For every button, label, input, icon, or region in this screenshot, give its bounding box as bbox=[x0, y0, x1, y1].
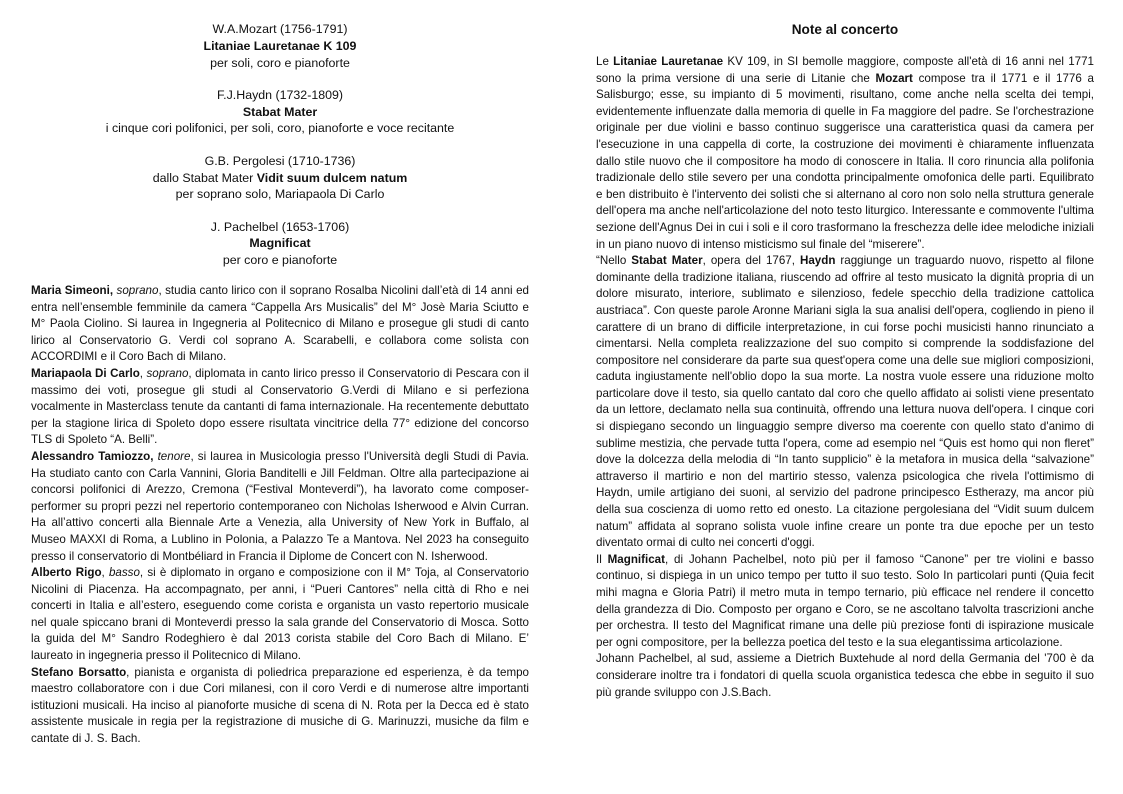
composer: W.A.Mozart (1756-1791) bbox=[212, 22, 348, 36]
performer-bios bbox=[31, 283, 529, 748]
bio-paragraph bbox=[31, 665, 529, 748]
notes-title: Note al concerto bbox=[791, 22, 899, 37]
detail-text: per coro e pianoforte bbox=[222, 253, 338, 268]
work-detail bbox=[31, 120, 529, 137]
performer-role: soprano bbox=[146, 366, 189, 380]
work-name: Magnificat bbox=[607, 552, 665, 566]
notes-paragraph: “Nello Stabat Mater, opera del 1767, Haydn raggiunge un traguardo nuovo, rispetto al filone dominante della tradizione italiana, riuscendo ad offrire al testo musicato la dignità propria di un dolore misurato, interiore, sublimato e silenzioso, fedele specchio della tradizione cattolica austriaca”. Con queste parole Aronne Mariani sigla la sua analisi dell'opera, cogliendo in pieno il carattere di un brano di difficile interpretazione, in cui forse pochi musicisti hanno rinunciato a cimentarsi. Nella completa realizzazione del suo compito si comprende la soddisfazione del compositore nel considerare da parte sua quest'opera come una delle sue migliori composizioni, caduta ingiustamente nell'oblio dopo la sua morte. La nostra vuole essere una riduzione molto particolare dove il testo, sia quello cantato dal coro che quello affidato ai solisti viene presentato da un lettore, declamato nella sua continuità, offrendo una lettura nuova dell'opera. I cinque cori si dispiegano secondo un linguaggio sempre diverso ma coerente con quello stato d'animo di sublime mestizia, che pervade tutta l'opera, come ad esempio nel “Quis est homo qui non fleret” dove la dolcezza della melodia di “In tanto supplicio” è la metafora in musica della “salvazione” attraverso il martirio e non del martirio stesso, valenza psicologica che rivela l'ottimismo di Haydn, umile artigiano dei suoni, al servizio del padrone principesco Estherazy, ma ancor più della sua coscienza di uomo retto ed onesto. La citazione pergolesiana del “Vidit suum dulcem natum” affidata al soprano solista vuole infine creare un ponte tra due epoche per un testo diventato ormai di culto nei concerti d'oggi. bbox=[596, 254, 1094, 550]
performer-name: Mariapaola Di Carlo bbox=[31, 366, 140, 380]
composer-name: Mozart bbox=[875, 71, 913, 85]
bio-text: , studia canto lirico con il soprano Rosalba Nicolini dall’età di 14 anni ed entra nell’ensemble femminile da camera “Cappella Ars Musicalis” del M° Josè Maria Sciutto e M° Paola Ciolino. Si laurea in Ingegneria al Politecnico di Milano e prosegue gli studi di canto lirico al Conservatorio G. Verdi col soprano A. Scarabelli, e collabora come solista con ACCORDIMI e il Coro Bach di Milano. bbox=[31, 284, 529, 364]
composer: G.B. Pergolesi (1710-1736) bbox=[204, 153, 356, 168]
work-title: Litaniae Lauretanae K 109 bbox=[203, 38, 357, 53]
notes-paragraph: Il Magnificat, di Johann Pachelbel, noto più per il famoso “Canone” per tre violini e basso continuo, si dispiega in un unico tempo per tutto il suo testo. Solo In particolari punti (Quia fecit mihi magna e Gloria Patri) il metro muta in tempo ternario, più efficace nel rendere il concetto della grandezza di Dio. Composto per organo e Coro, se ne ascoltano talvolta trascrizioni anche per orchestra. Il testo del Magnificat rimane una delle più preziose fonti di ispirazione musicale per ogni compositore, per la bellezza poetica del testo e la sua elegantissima articolazione. bbox=[596, 552, 1094, 649]
work-name: Stabat Mater bbox=[631, 254, 703, 268]
performer-role: basso bbox=[108, 566, 140, 580]
detail-prefix: dallo Stabat Mater bbox=[152, 170, 257, 185]
program-item bbox=[31, 87, 529, 137]
detail-text: i cinque cori polifonici, per soli, coro, pianoforte e voce recitante bbox=[105, 121, 455, 136]
performer-role: tenore bbox=[157, 449, 191, 463]
notes-paragraph: Johann Pachelbel, al sud, assieme a Dietrich Buxtehude al nord della Germania del '700 è da considerare inoltre tra i fondatori di quella scuola organistica tedesca che ebbe in seguito il suo più grande sviluppo con J.S.Bach. bbox=[596, 652, 1094, 699]
work-detail: per soprano solo, Mariapaola Di Carlo bbox=[175, 187, 385, 202]
work-title-line bbox=[31, 170, 529, 187]
performer-role: soprano bbox=[116, 284, 159, 297]
bio-text: , diplomata in canto lirico presso il Conservatorio di Pescara con il massimo dei voti, prosegue gli studi al Conservatorio G.Verdi di Milano e si perfeziona vocalmente in Masterclass tenute da cantanti di fama internazionale. Ha recentemente debuttato per la stagione lirica di Spoleto dopo essere risultata vincitrice della 77° edizione del concorso TLS di Spoleto “A. Belli”. bbox=[31, 366, 529, 447]
bio-paragraph: Mariapaola Di Carlo, soprano, diplomata in canto lirico presso il Conservatorio di Pescara con il massimo dei voti, prosegue gli studi al Conservatorio G.Verdi di Milano e si perfeziona vocalmente in Masterclass tenute da cantanti di fama internazionale. Ha recentemente debuttato per la stagione lirica di Spoleto dopo essere risultata vincitrice della 77° edizione del concorso TLS di Spoleto “A. Belli”. bbox=[31, 366, 529, 447]
bio-paragraph bbox=[31, 283, 529, 366]
work-title: Stabat Mater bbox=[242, 104, 318, 119]
work-detail bbox=[31, 55, 529, 72]
bio-text: , si è diplomato in organo e composizione con il M° Toja, al Conservatorio Nicolini di Piacenza. Ha accompagnato, per anni, i “Pueri Cantores” nella città di Rho e nei concerti in Italia e all’estero, eseguendo come corista e organista un vasto repertorio musicale nel quale spiccano brani di Monteverdi presso la sala grande del Conservatorio di Mosca. Sotto la guida del M° Sandro Rodeghiero è dal 2013 corista stabile del Coro Bach di Milano. E’ laureato in ingegneria presso il Politecnico di Milano. bbox=[31, 566, 529, 663]
program-item bbox=[31, 219, 529, 269]
performer-name: Alberto Rigo bbox=[31, 566, 102, 580]
performer-name: Maria Simeoni, bbox=[31, 284, 114, 297]
performer-name: Stefano Borsatto bbox=[31, 665, 127, 679]
work-name: Litaniae Lauretanae bbox=[613, 55, 724, 68]
work-detail bbox=[31, 252, 529, 269]
program-item bbox=[31, 21, 529, 71]
performer-name: Alessandro Tamiozzo, bbox=[31, 449, 154, 463]
notes-paragraph: Le Litaniae Lauretanae KV 109, in SI bemolle maggiore, composte all'età di 16 anni nel 1771 sono la prima versione di una serie di Litanie che Mozart compose tra il 1771 e il 1776 a Salisburgo; esse, su impianto di 5 movimenti, risultano, come anche nella scelta dei tempi, evidentemente influenzate dalla memoria di quelle in Fa maggiore del padre. Se l'orchestrazione originale per due violini e basso continuo suggerisce una caratteristica quasi da camera per l'esecuzione in una cappella di corte, la costruzione dei movimenti è chiaramente influenzata dallo stile nuovo che il compositore ha modo di conoscere in Italia. Il coro rinuncia alla polifonia tradizionale dello stile severo per una condotta principalmente omofonica delle parti. Equilibrato e ben distribuito è l'intervento dei solisti che si alternano al coro non solo nella struttura generale dell'opera ma anche nell'articolazione del noto testo liturgico. Interessante e commovente l'ultima sezione dell'Agnus Dei in cui i soli e il coro trasformano la freschezza delle idee melodiche iniziali in un piano nuovo di intenso misticismo sul finale del “miserere”. bbox=[596, 55, 1094, 251]
concert-notes bbox=[596, 54, 1094, 701]
work-title: Vidit suum dulcem natum bbox=[256, 170, 408, 185]
bio-text: , si laurea in Musicologia presso l'Università degli Studi di Pavia. Ha studiato canto con Carla Vannini, Gloria Banditelli e Jill Feldman. Oltre alla partecipazione ai concorsi polifonici di Arezzo, Cremona (“Festival Monteverdi”), ha lavorato come composer-performer su propri pezzi nel repertorio contemporaneo con Nicholas Isherwood e Alvin Curran. Ha all’attivo concerti alla Biennale Arte a Venezia, alla University of New York in Buffalo, al Museo MAXXI di Roma, a Lublino in Polonia, a Palazzo Te a Mantova. Nel 2023 ha conseguito presso il conservatorio di Montbéliard in Francia il Diplome de Concert con N. Isherwood. bbox=[31, 449, 529, 563]
detail-text: per soli, coro e pianoforte bbox=[210, 55, 350, 70]
bio-text: , pianista e organista di poliedrica preparazione ed esperienza, è da tempo maestro collaboratore con i due Cori milanesi, con il coro Verdi e di numerose altre importanti istituzioni musicali. Ha inciso al pianoforte musiche di scena di N. Rota per la Decca ed è stato assistente musicale in regia per la registrazione di musiche di G. Marinuzzi, musiche da film e cantate di J. S. Bach. bbox=[31, 665, 530, 746]
composer-name: Haydn bbox=[799, 254, 836, 268]
composer: J. Pachelbel (1653-1706) bbox=[210, 219, 350, 234]
program bbox=[31, 21, 529, 269]
work-title: Magnificat bbox=[249, 236, 311, 251]
bio-paragraph bbox=[31, 449, 529, 565]
composer: F.J.Haydn (1732-1809) bbox=[216, 87, 344, 102]
bio-paragraph: Alberto Rigo, basso, si è diplomato in organo e composizione con il M° Toja, al Conservatorio Nicolini di Piacenza. Ha accompagnato, per anni, i “Pueri Cantores” nella città di Rho e nei concerti in Italia e all’estero, eseguendo come corista e organista un vasto repertorio musicale nel quale spiccano brani di Monteverdi presso la sala grande del Conservatorio di Mosca. Sotto la guida del M° Sandro Rodeghiero è dal 2013 corista stabile del Coro Bach di Milano. E’ laureato in ingegneria presso il Politecnico di Milano. bbox=[31, 566, 529, 663]
program-item bbox=[31, 153, 529, 203]
